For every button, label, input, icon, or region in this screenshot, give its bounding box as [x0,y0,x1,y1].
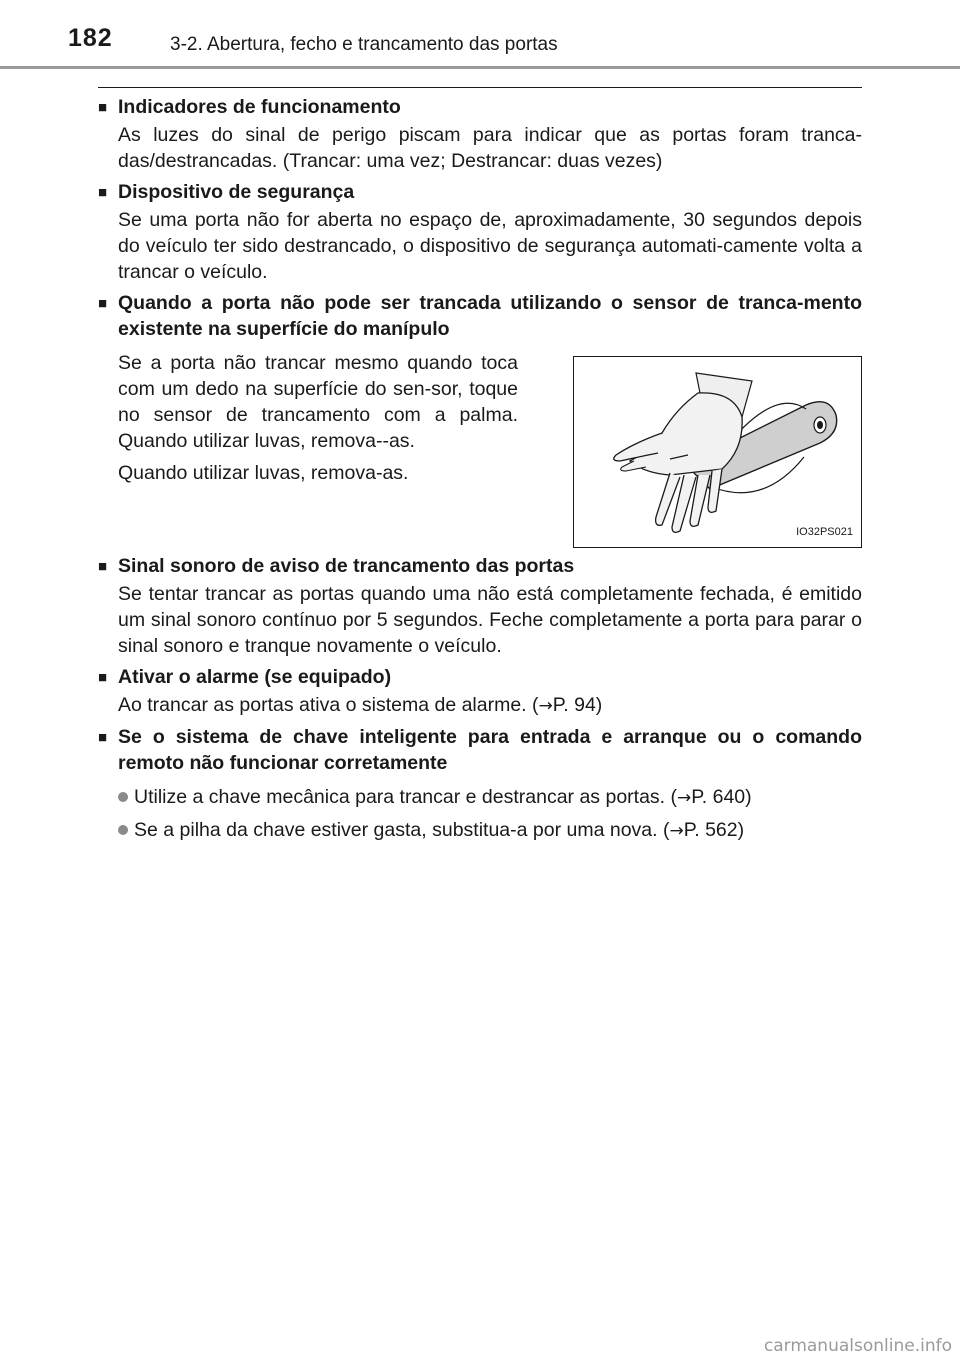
list-item [118,817,862,844]
section-operation-indicators [98,94,862,174]
chapter-title: 3-2. Abertura, fecho e trancamento das portas [170,34,558,55]
text-segment: Se a pilha da chave estiver gasta, substitua-a por uma nova. ( [134,819,670,841]
section-title: Ativar o alarme (se equipado) [118,666,392,688]
page-content [98,94,862,850]
page-number: 182 [68,24,113,52]
hand-palm-icon [574,357,860,546]
circle-bullet-icon [118,825,128,835]
arrow-right-icon: → [538,696,553,716]
square-bullet-icon [98,724,118,752]
section-divider [98,87,862,88]
figure-code: IO32PS021 [794,519,855,545]
section-heading [98,179,862,207]
section-title: Indicadores de funcionamento [118,96,401,118]
watermark: carmanualsonline.info [763,1336,952,1356]
square-bullet-icon [98,553,118,581]
section-title: Sinal sonoro de aviso de trancamento das portas [118,555,575,577]
section-text: As luzes do sinal de perigo piscam para indicar que as portas foram tranca-das/destrancadas. (Trancar: uma vez; Destrancar: duas vezes) [118,124,862,172]
section-text: Se a porta não trancar mesmo quando toca com um dedo na superfície do sen-sor, toque no sensor de trancamento com a palma. Quando utilizar luvas, remova--as. [118,352,518,452]
section-security-feature [98,179,862,285]
section-title: Dispositivo de segurança [118,181,355,203]
square-bullet-icon [98,94,118,122]
square-bullet-icon [98,290,118,318]
section-text [118,692,862,719]
section-heading [98,94,862,122]
page-reference-link[interactable]: P. 640) [691,786,752,808]
section-text: Se tentar trancar as portas quando uma não está completamente fechada, é emitido um sinal sonoro contínuo por 5 segundos. Feche completamente a porta para parar o sinal sonoro e tranque novamente o veículo. [118,583,862,657]
list-item-text [134,784,752,811]
arrow-right-icon: → [677,788,692,808]
section-title: Se o sistema de chave inteligente para entrada e arranque ou o comando remoto não funcionar corretamente [118,726,862,774]
text-segment: Ao trancar as portas ativa o sistema de alarme. ( [118,694,539,716]
circle-bullet-icon [118,792,128,802]
page-reference-link[interactable]: P. 562) [683,819,745,841]
list-item [118,784,862,811]
page-reference-link[interactable]: P. 94) [552,694,603,716]
square-bullet-icon [98,179,118,207]
hand-on-door-handle-illustration [573,356,862,548]
section-smart-key-malfunction [98,724,862,844]
section-title: Quando a porta não pode ser trancada utilizando o sensor de tranca-mento existente na superfície do manípulo [118,292,862,340]
section-heading [98,664,862,692]
page-header [0,0,960,69]
section-warning-buzzer [98,553,862,659]
section-text-2: Quando utilizar luvas, remova-as. [118,462,409,484]
list-item-text [134,817,744,844]
section-alarm [98,664,862,719]
square-bullet-icon [98,664,118,692]
section-text: Se uma porta não for aberta no espaço de, aproximadamente, 30 segundos depois do veículo ter sido destrancado, o dispositivo de segurança automati-camente volta a trancar o veículo. [118,209,862,283]
section-lock-sensor [98,290,862,548]
section-heading [98,724,862,776]
section-heading [98,290,862,342]
arrow-right-icon: → [669,821,684,841]
text-segment: Utilize a chave mecânica para trancar e destrancar as portas. ( [134,786,678,808]
section-heading [98,553,862,581]
